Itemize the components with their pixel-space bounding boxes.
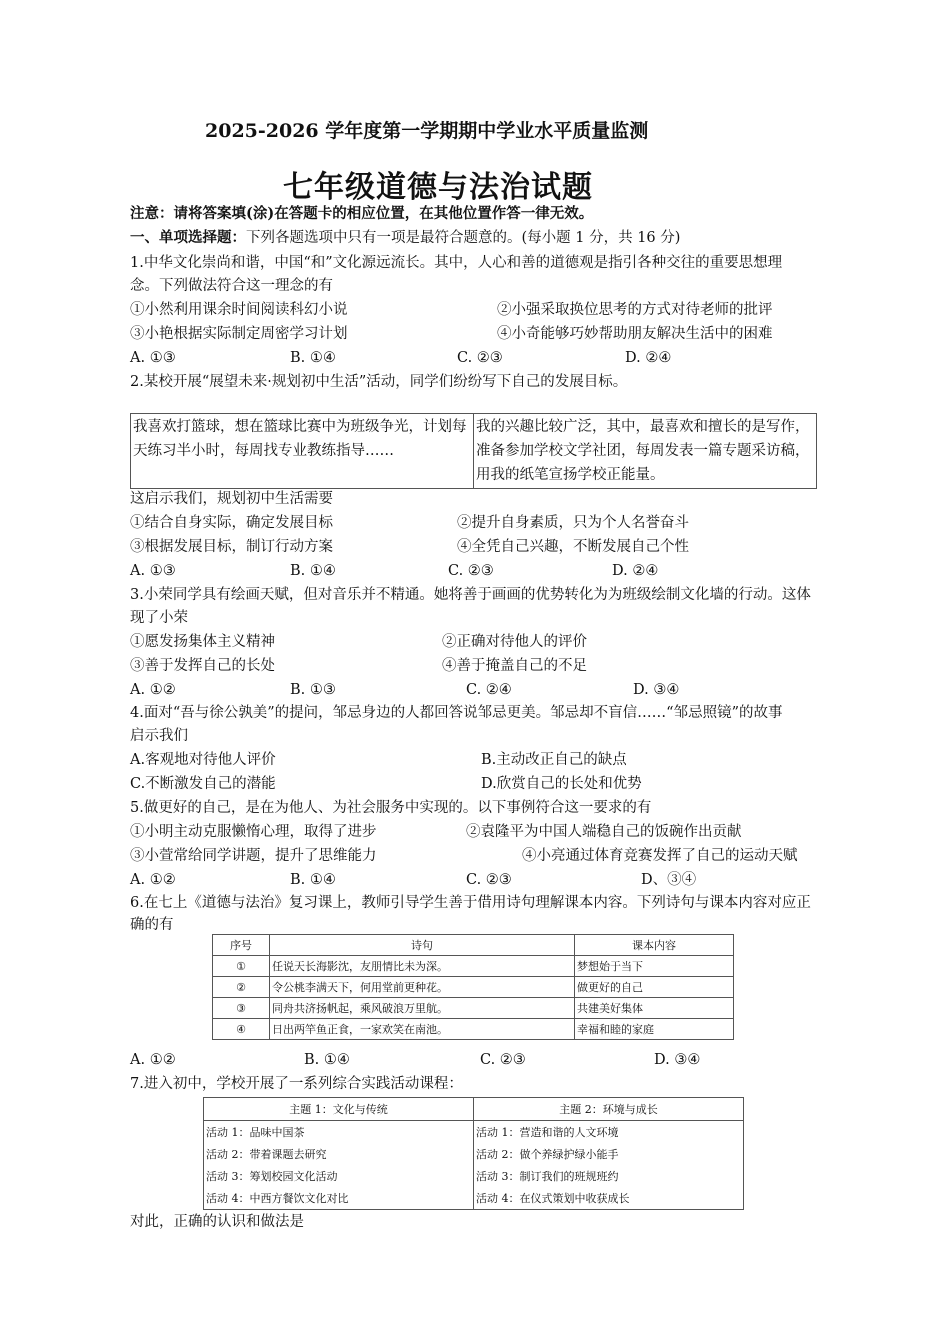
q3-stem-line1: 3.小荣同学具有绘画天赋，但对音乐并不精通。她将善于画画的优势转化为为班级绘制文化墙的行动。这体	[130, 587, 811, 603]
exam-subtitle: 七年级道德与法治试题	[283, 170, 593, 205]
q2-goal-right: 我的兴趣比较广泛，其中，最喜欢和擅长的是写作，准备参加学校文学社团，每周发表一篇专题采访稿，用我的纸笔宣扬学校正能量。	[474, 414, 817, 489]
table-row	[213, 956, 734, 977]
q6-row1-poem: 任说天长海影沈，友朋情比未为深。	[270, 956, 575, 977]
table-row	[204, 1143, 744, 1165]
q6-stem-line2: 确的有	[130, 917, 174, 933]
q4-choice-c: C.不断激发自己的潜能	[130, 776, 276, 792]
q2-goal-left: 我喜欢打篮球，想在篮球比赛中为班级争光，计划每天练习半小时，每周找专业教练指导……	[131, 414, 474, 489]
q7-row3-right: 活动 3：制订我们的班规班约	[474, 1165, 744, 1187]
table-row	[213, 1019, 734, 1040]
q6-header-no: 序号	[213, 935, 270, 956]
q1-choice-d: D. ②④	[625, 350, 672, 366]
q3-choice-c: C. ②④	[466, 682, 512, 698]
q6-choice-a: A. ①②	[130, 1052, 176, 1068]
q4-stem-line2: 启示我们	[130, 728, 188, 744]
section-label: 一、单项选择题：	[130, 229, 246, 246]
exam-title: 2025-2026 学年度第一学期期中学业水平质量监测	[205, 120, 649, 142]
q6-header-poem: 诗句	[270, 935, 575, 956]
q6-choice-c: C. ②③	[480, 1052, 526, 1068]
q7-header-theme2: 主题 2：环境与成长	[474, 1098, 744, 1121]
q6-row2-content: 做更好的自己	[575, 977, 734, 998]
q4-choice-d: D.欣赏自己的长处和优势	[481, 776, 642, 792]
q7-activity-table	[203, 1097, 744, 1210]
q3-option-4: ④善于掩盖自己的不足	[442, 658, 587, 674]
q2-option-3: ③根据发展目标，制订行动方案	[130, 539, 333, 555]
q2-choice-b: B. ①④	[290, 563, 336, 579]
q4-choice-a: A.客观地对待他人评价	[130, 752, 276, 768]
q3-option-2: ②正确对待他人的评价	[442, 634, 587, 650]
q7-row4-left: 活动 4：中西方餐饮文化对比	[204, 1187, 474, 1210]
q1-choice-a: A. ①③	[130, 350, 176, 366]
q6-row4-poem: 日出两竿鱼正食，一家欢笑在南池。	[270, 1019, 575, 1040]
q6-row4-content: 幸福和睦的家庭	[575, 1019, 734, 1040]
q7-row1-right: 活动 1：营造和谐的人文环境	[474, 1121, 744, 1144]
q6-row1-no: ①	[213, 956, 270, 977]
q7-row3-left: 活动 3：筹划校园文化活动	[204, 1165, 474, 1187]
q1-stem-line2: 念。下列做法符合这一理念的有	[130, 278, 333, 294]
q3-choice-a: A. ①②	[130, 682, 176, 698]
q6-row1-content: 梦想始于当下	[575, 956, 734, 977]
table-row	[213, 977, 734, 998]
q7-after: 对此，正确的认识和做法是	[130, 1214, 304, 1230]
q6-row3-no: ③	[213, 998, 270, 1019]
q6-row2-poem: 令公桃李满天下，何用堂前更种花。	[270, 977, 575, 998]
q3-choice-d: D. ③④	[633, 682, 680, 698]
q3-option-1: ①愿发扬集体主义精神	[130, 634, 275, 650]
q6-stem-line1: 6.在七上《道德与法治》复习课上，教师引导学生善于借用诗句理解课本内容。下列诗句与课本内容对应正	[130, 895, 811, 911]
q6-row4-no: ④	[213, 1019, 270, 1040]
q7-row4-right: 活动 4：在仪式策划中收获成长	[474, 1187, 744, 1210]
q6-header-content: 课本内容	[575, 935, 734, 956]
q1-option-3: ③小艳根据实际制定周密学习计划	[130, 326, 348, 342]
q1-option-4: ④小奇能够巧妙帮助朋友解决生活中的困难	[497, 326, 773, 342]
q2-stem: 2.某校开展“展望未来·规划初中生活”活动，同学们纷纷写下自己的发展目标。	[130, 374, 628, 390]
q1-choice-b: B. ①④	[290, 350, 336, 366]
q2-goals-table	[130, 413, 817, 489]
q5-option-4: ④小亮通过体育竞赛发挥了自己的运动天赋	[522, 848, 798, 864]
q5-choice-b: B. ①④	[290, 872, 336, 888]
q1-option-2: ②小强采取换位思考的方式对待老师的批评	[497, 302, 773, 318]
q3-choice-b: B. ①③	[290, 682, 336, 698]
q6-poem-table	[212, 934, 734, 1040]
q5-choice-d: D、③④	[641, 872, 697, 888]
q4-choice-b: B.主动改正自己的缺点	[481, 752, 627, 768]
q6-choice-b: B. ①④	[304, 1052, 350, 1068]
q1-option-1: ①小然利用课余时间阅读科幻小说	[130, 302, 348, 318]
q5-option-3: ③小萱常给同学讲题，提升了思维能力	[130, 848, 377, 864]
table-row	[204, 1121, 744, 1144]
table-row	[204, 1187, 744, 1210]
q7-row2-right: 活动 2：做个养绿护绿小能手	[474, 1143, 744, 1165]
q7-header-theme1: 主题 1：文化与传统	[204, 1098, 474, 1121]
notice: 注意：请将答案填(涂)在答题卡的相应位置，在其他位置作答一律无效。	[130, 205, 594, 222]
q5-option-1: ①小明主动克服懒惰心理，取得了进步	[130, 824, 377, 840]
q2-option-4: ④全凭自己兴趣，不断发展自己个性	[457, 539, 689, 555]
q7-row1-left: 活动 1：品味中国茶	[204, 1121, 474, 1144]
table-row	[204, 1165, 744, 1187]
q5-choice-a: A. ①②	[130, 872, 176, 888]
q7-row2-left: 活动 2：带着课题去研究	[204, 1143, 474, 1165]
q2-choice-a: A. ①③	[130, 563, 176, 579]
q2-option-2: ②提升自身素质，只为个人名誉奋斗	[457, 515, 689, 531]
q5-option-2: ②袁隆平为中国人端稳自己的饭碗作出贡献	[466, 824, 742, 840]
section-heading	[130, 226, 680, 250]
q2-choice-c: C. ②③	[448, 563, 494, 579]
q6-row3-content: 共建美好集体	[575, 998, 734, 1019]
q6-row3-poem: 同舟共济扬帆起，乘风破浪万里航。	[270, 998, 575, 1019]
q2-choice-d: D. ②④	[612, 563, 659, 579]
q6-choice-d: D. ③④	[654, 1052, 701, 1068]
q5-stem: 5.做更好的自己，是在为他人、为社会服务中实现的。以下事例符合这一要求的有	[130, 800, 652, 816]
q4-stem-line1: 4.面对“吾与徐公孰美”的提问，邹忌身边的人都回答说邹忌更美。邹忌却不盲信……“邹忌照镜”的故事	[130, 705, 783, 721]
q2-after: 这启示我们，规划初中生活需要	[130, 491, 333, 507]
q3-option-3: ③善于发挥自己的长处	[130, 658, 275, 674]
section-text: 下列各题选项中只有一项是最符合题意的。(每小题 1 分，共 16 分)	[246, 230, 681, 246]
table-row	[213, 998, 734, 1019]
q1-stem-line1: 1.中华文化崇尚和谐，中国“和”文化源远流长。其中，人心和善的道德观是指引各种交往的重要思想理	[130, 255, 783, 271]
q7-stem: 7.进入初中，学校开展了一系列综合实践活动课程：	[130, 1076, 463, 1092]
q2-option-1: ①结合自身实际，确定发展目标	[130, 515, 333, 531]
q1-choice-c: C. ②③	[457, 350, 503, 366]
q3-stem-line2: 现了小荣	[130, 610, 188, 626]
q5-choice-c: C. ②③	[466, 872, 512, 888]
q6-row2-no: ②	[213, 977, 270, 998]
